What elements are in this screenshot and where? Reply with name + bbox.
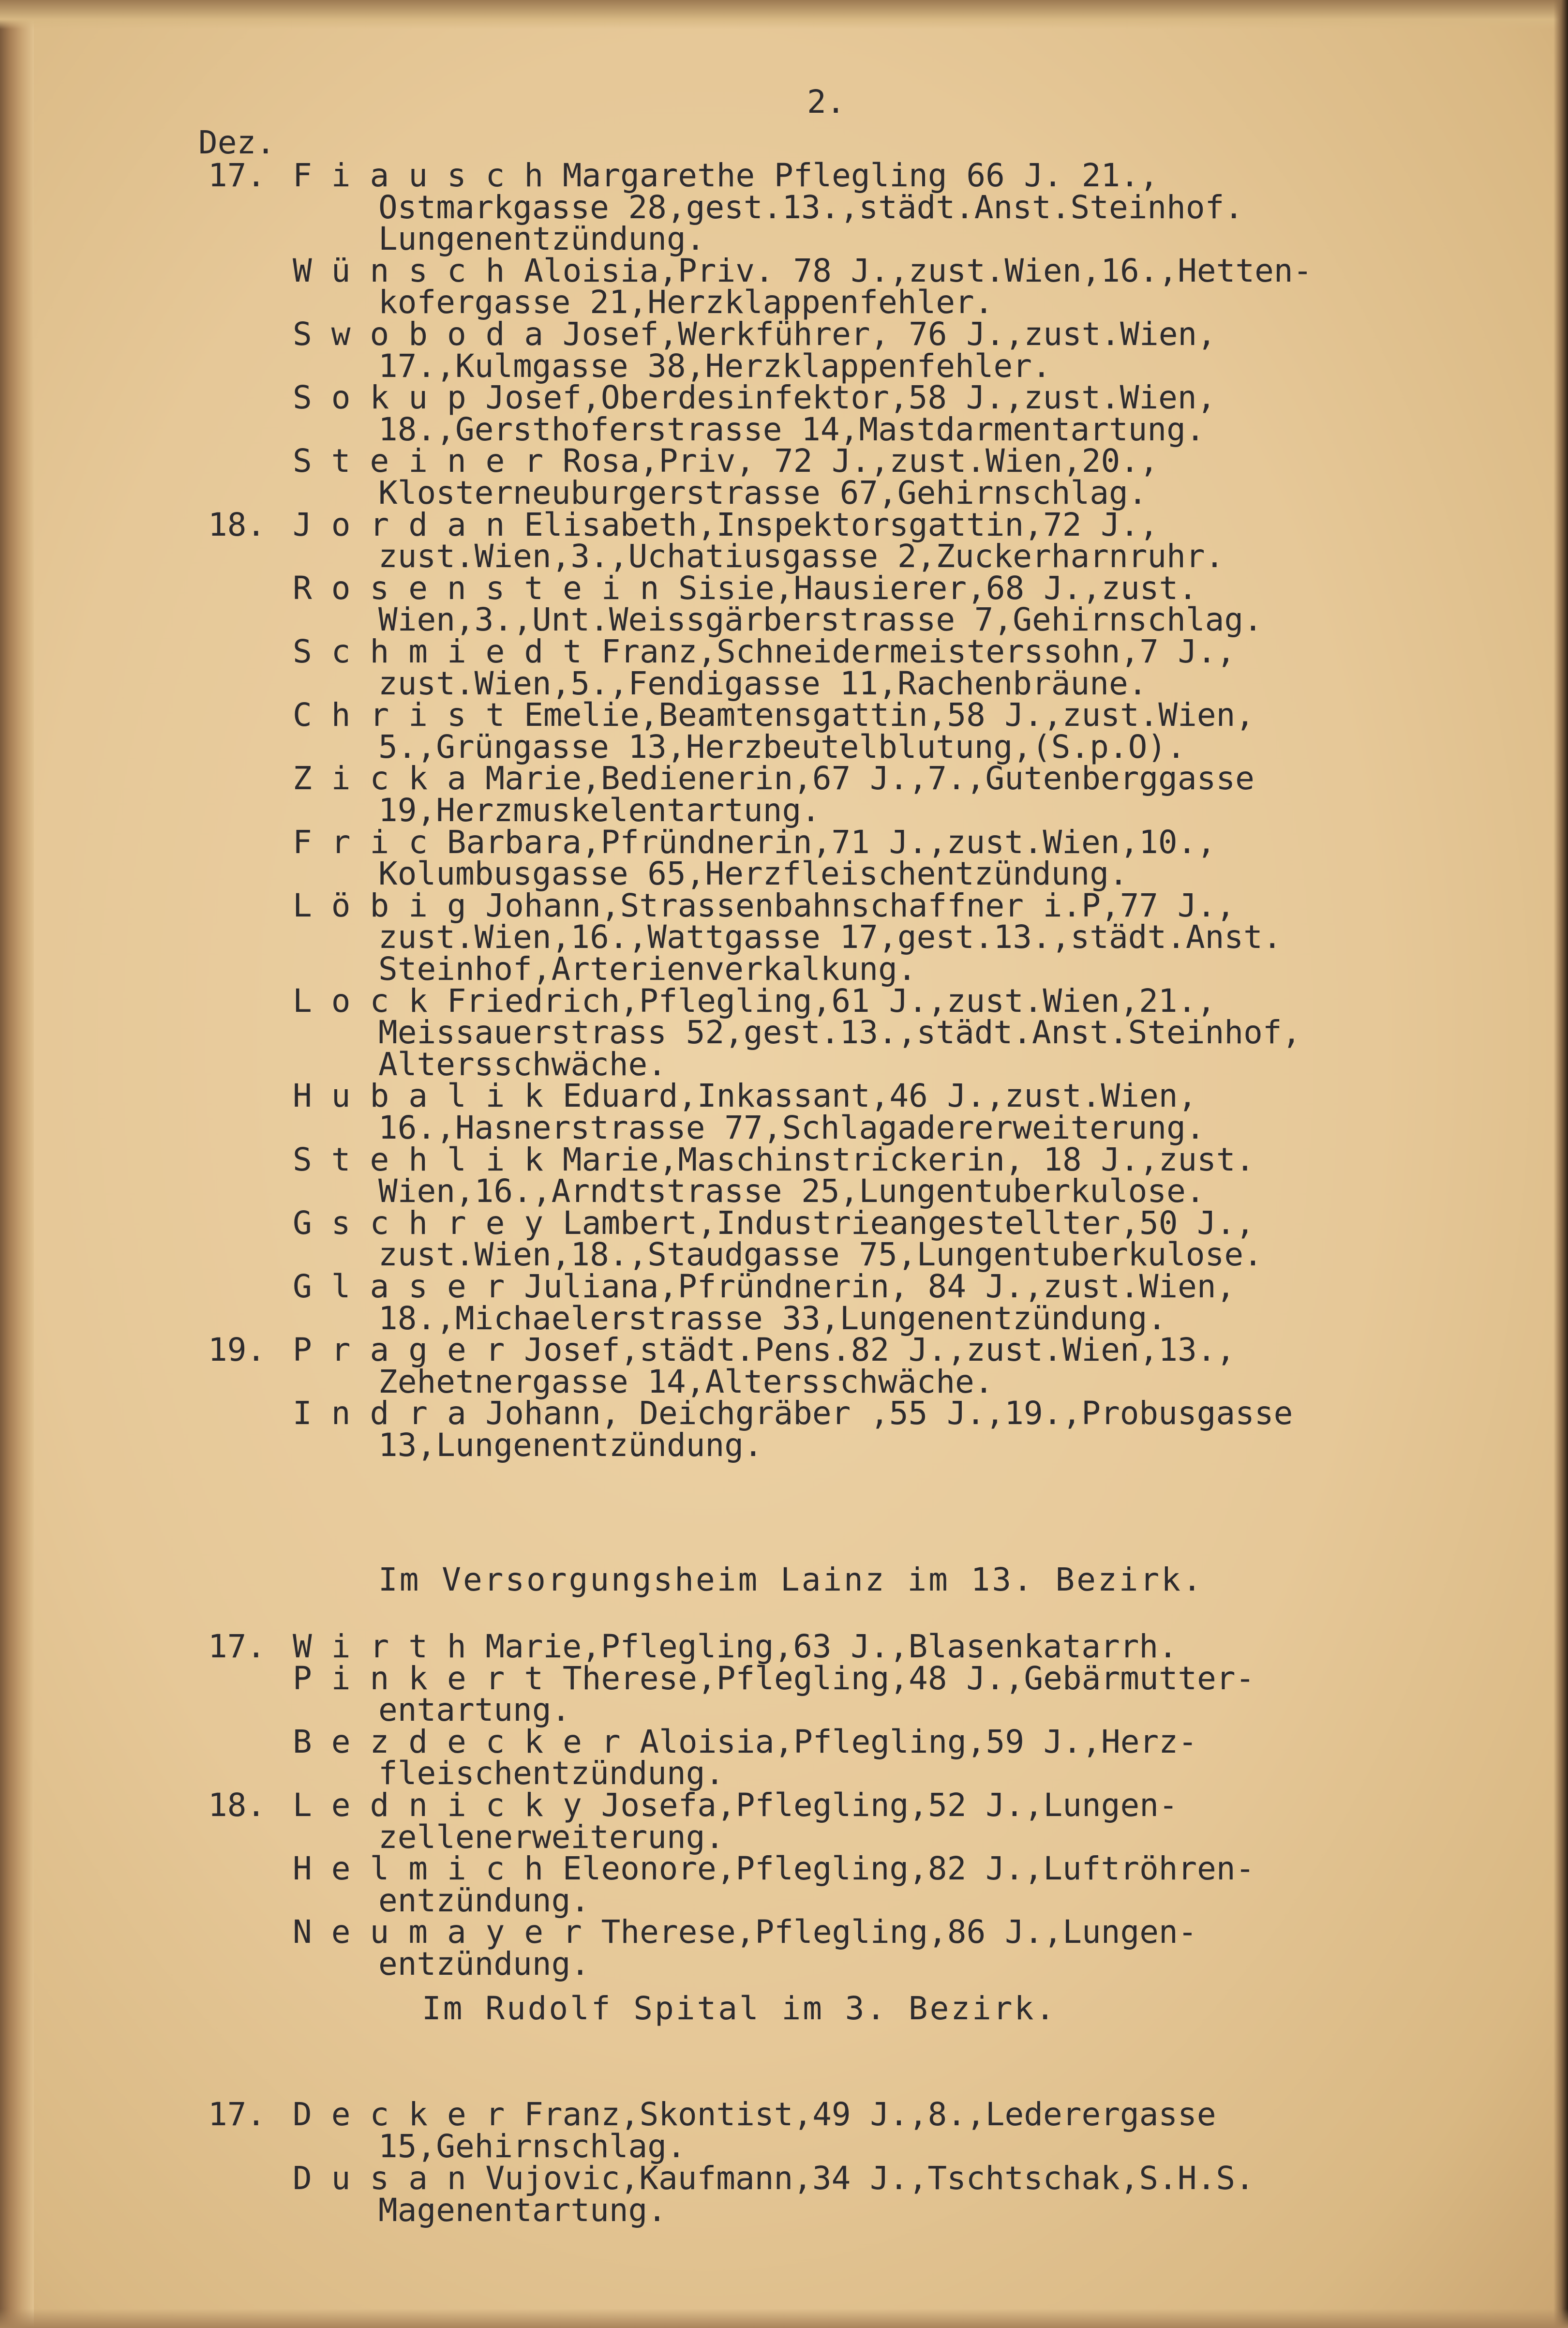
entry-date: 17. (208, 2096, 266, 2133)
entry-details: Eduard,Inkassant,46 J.,zust.Wien, (543, 1077, 1197, 1115)
entry-details: Johann, Deichgräber ,55 J.,19.,Probusgasse (466, 1395, 1293, 1432)
entry-surname: Fiausch (293, 157, 563, 194)
entry-details: Josef,Oberdesinfektor,58 J.,zust.Wien, (466, 379, 1216, 417)
entry-details-continued: 19,Herzmuskelentartung. (378, 792, 821, 829)
entry-details-continued: entzündung. (378, 1881, 590, 1919)
entry-details-continued: Wien,3.,Unt.Weissgärberstrasse 7,Gehirnschlag. (378, 601, 1263, 639)
entry-details-continued: zust.Wien,3.,Uchatiusgasse 2,Zuckerharnruhr. (378, 538, 1225, 575)
entry-date: 18. (208, 1787, 266, 1824)
entry-details-continued: 5.,Grüngasse 13,Herzbeutelblutung,(S.p.O). (378, 728, 1186, 766)
month-label: Dez. (198, 124, 275, 161)
entry-date: 17. (208, 1628, 266, 1665)
entry-details: Friedrich,Pflegling,61 J.,zust.Wien,21., (427, 982, 1216, 1020)
entry-details-continued: Klosterneuburgerstrasse 67,Gehirnschlag. (378, 474, 1148, 511)
entry-details: Marie,Maschinstrickerin, 18 J.,zust. (543, 1141, 1255, 1178)
entry-surname: Helmich (293, 1850, 563, 1888)
entry-details-continued: Meissauerstrass 52,gest.13.,städt.Anst.Steinhof, (378, 1014, 1301, 1051)
entry-details-continued: 15,Gehirnschlag. (378, 2128, 686, 2165)
entry-surname: Fric (293, 823, 447, 861)
entry-details-continued: zust.Wien,18.,Staudgasse 75,Lungentuberkulose. (378, 1236, 1263, 1274)
entry-surname: Jordan (293, 506, 524, 543)
entry-surname: Indra (293, 1395, 486, 1432)
lainz-heading: Im Versorgungsheim Lainz im 13. Bezirk. (378, 1561, 1204, 1598)
entry-surname: Löbig (293, 886, 486, 924)
entry-details: Rosa,Priv, 72 J.,zust.Wien,20., (543, 442, 1159, 480)
entry-details-continued: 17.,Kulmgasse 38,Herzklappenfehler. (378, 347, 1051, 385)
entry-details-continued: 18.,Michaelerstrasse 33,Lungenentzündung. (378, 1299, 1167, 1337)
entry-details: Lambert,Industrieangestellter,50 J., (543, 1204, 1255, 1242)
entry-surname: Zicka (293, 760, 486, 797)
entry-details-continued: Zehetnergasse 14,Altersschwäche. (378, 1363, 994, 1400)
entry-details-continued: Steinhof,Arterienverkalkung. (378, 950, 917, 988)
entry-details: Margarethe Pflegling 66 J. 21., (543, 157, 1159, 194)
entry-details-continued: Ostmarkgasse 28,gest.13.,städt.Anst.Steinhof. (378, 188, 1244, 226)
entry-details-continued: Kolumbusgasse 65,Herzfleischentzündung. (378, 855, 1128, 893)
entry-details-continued: Wien,16.,Arndtstrasse 25,Lungentuberkulose. (378, 1172, 1205, 1210)
entry-details-continued: fleischentzündung. (378, 1755, 725, 1792)
entry-details: Barbara,Pfründnerin,71 J.,zust.Wien,10., (427, 823, 1216, 861)
entry-details: Emelie,Beamtensgattin,58 J.,zust.Wien, (505, 696, 1255, 734)
entry-details: Josef,städt.Pens.82 J.,zust.Wien,13., (505, 1331, 1236, 1369)
entry-surname: Rosenstein (293, 569, 679, 607)
page-top-edge (0, 0, 1568, 29)
entry-surname: Glaser (293, 1268, 524, 1305)
entry-surname: Wünsch (293, 252, 524, 289)
entry-details: Franz,Schneidermeisterssohn,7 J., (582, 633, 1236, 670)
entry-surname: Neumayer (293, 1913, 601, 1951)
entry-surname: Prager (293, 1331, 524, 1369)
entry-details-continued: Lungenentzündung. (378, 220, 705, 258)
entry-details-continued: Magenentartung. (378, 2192, 667, 2229)
entry-surname: Sokup (293, 379, 486, 417)
entry-details: Therese,Pflegling,86 J.,Lungen- (582, 1913, 1197, 1951)
entry-details: Josefa,Pflegling,52 J.,Lungen- (582, 1787, 1178, 1824)
page-number: 2. (807, 83, 846, 120)
entry-details-continued: zust.Wien,16.,Wattgasse 17,gest.13.,städt.Anst. (378, 918, 1282, 956)
rudolf-heading: Im Rudolf Spital im 3. Bezirk. (422, 1990, 1057, 2027)
entry-surname: Bezdecker (293, 1723, 640, 1760)
entry-surname: Schmiedt (293, 633, 601, 670)
entry-details-continued: zust.Wien,5.,Fendigasse 11,Rachenbräune. (378, 664, 1148, 702)
entry-details: Juliana,Pfründnerin, 84 J.,zust.Wien, (505, 1268, 1236, 1305)
entry-details-continued: 18.,Gersthoferstrasse 14,Mastdarmentartung. (378, 410, 1205, 448)
entry-surname: Pinkert (293, 1659, 563, 1697)
entry-details-continued: Altersschwäche. (378, 1045, 667, 1083)
entry-surname: Lednicky (293, 1787, 601, 1824)
entry-details-continued: zellenerweiterung. (378, 1818, 725, 1856)
entry-date: 18. (208, 506, 266, 543)
entry-details: Eleonore,Pflegling,82 J.,Luftröhren- (543, 1850, 1255, 1888)
entry-details: Franz,Skontist,49 J.,8.,Lederergasse (505, 2096, 1216, 2133)
entry-details: Therese,Pflegling,48 J.,Gebärmutter- (543, 1659, 1255, 1697)
entry-details: Elisabeth,Inspektorsgattin,72 J., (505, 506, 1159, 543)
entry-date: 17. (208, 157, 266, 194)
entry-details: Aloisia,Pflegling,59 J.,Herz- (620, 1723, 1197, 1760)
entry-details: Vujovic,Kaufmann,34 J.,Tschtschak,S.H.S. (466, 2160, 1254, 2197)
entry-details: Johann,Strassenbahnschaffner i.P,77 J., (466, 886, 1236, 924)
entry-details-continued: entzündung. (378, 1945, 590, 1983)
entry-details: Josef,Werkführer, 76 J.,zust.Wien, (543, 315, 1216, 353)
entry-surname: Gschrey (293, 1204, 563, 1242)
page-bottom-edge (0, 2309, 1568, 2328)
entry-surname: Christ (293, 696, 524, 734)
entry-surname: Swoboda (293, 315, 563, 353)
page-binding-edge (0, 0, 34, 2328)
entry-surname: Stehlik (293, 1141, 563, 1178)
entry-surname: Dusan (293, 2160, 486, 2197)
entry-details: Marie,Bedienerin,67 J.,7.,Gutenberggasse (466, 760, 1254, 797)
entry-details-continued: 16.,Hasnerstrasse 77,Schlagadererweiterung. (378, 1109, 1205, 1146)
entry-details: Marie,Pflegling,63 J.,Blasenkatarrh. (466, 1628, 1178, 1665)
entry-surname: Lock (293, 982, 447, 1020)
entry-surname: Decker (293, 2096, 524, 2133)
entry-date: 19. (208, 1331, 266, 1369)
entry-surname: Steiner (293, 442, 563, 480)
entry-details-continued: kofergasse 21,Herzklappenfehler. (378, 284, 994, 321)
entry-details-continued: entartung. (378, 1691, 571, 1729)
entry-surname: Wirth (293, 1628, 486, 1665)
entry-details: Sisie,Hausierer,68 J.,zust. (659, 569, 1197, 607)
entry-details: Aloisia,Priv. 78 J.,zust.Wien,16.,Hetten- (505, 252, 1313, 289)
entry-surname: Hubalik (293, 1077, 563, 1115)
entry-details-continued: 13,Lungenentzündung. (378, 1427, 763, 1464)
page-right-edge (1553, 0, 1568, 2328)
